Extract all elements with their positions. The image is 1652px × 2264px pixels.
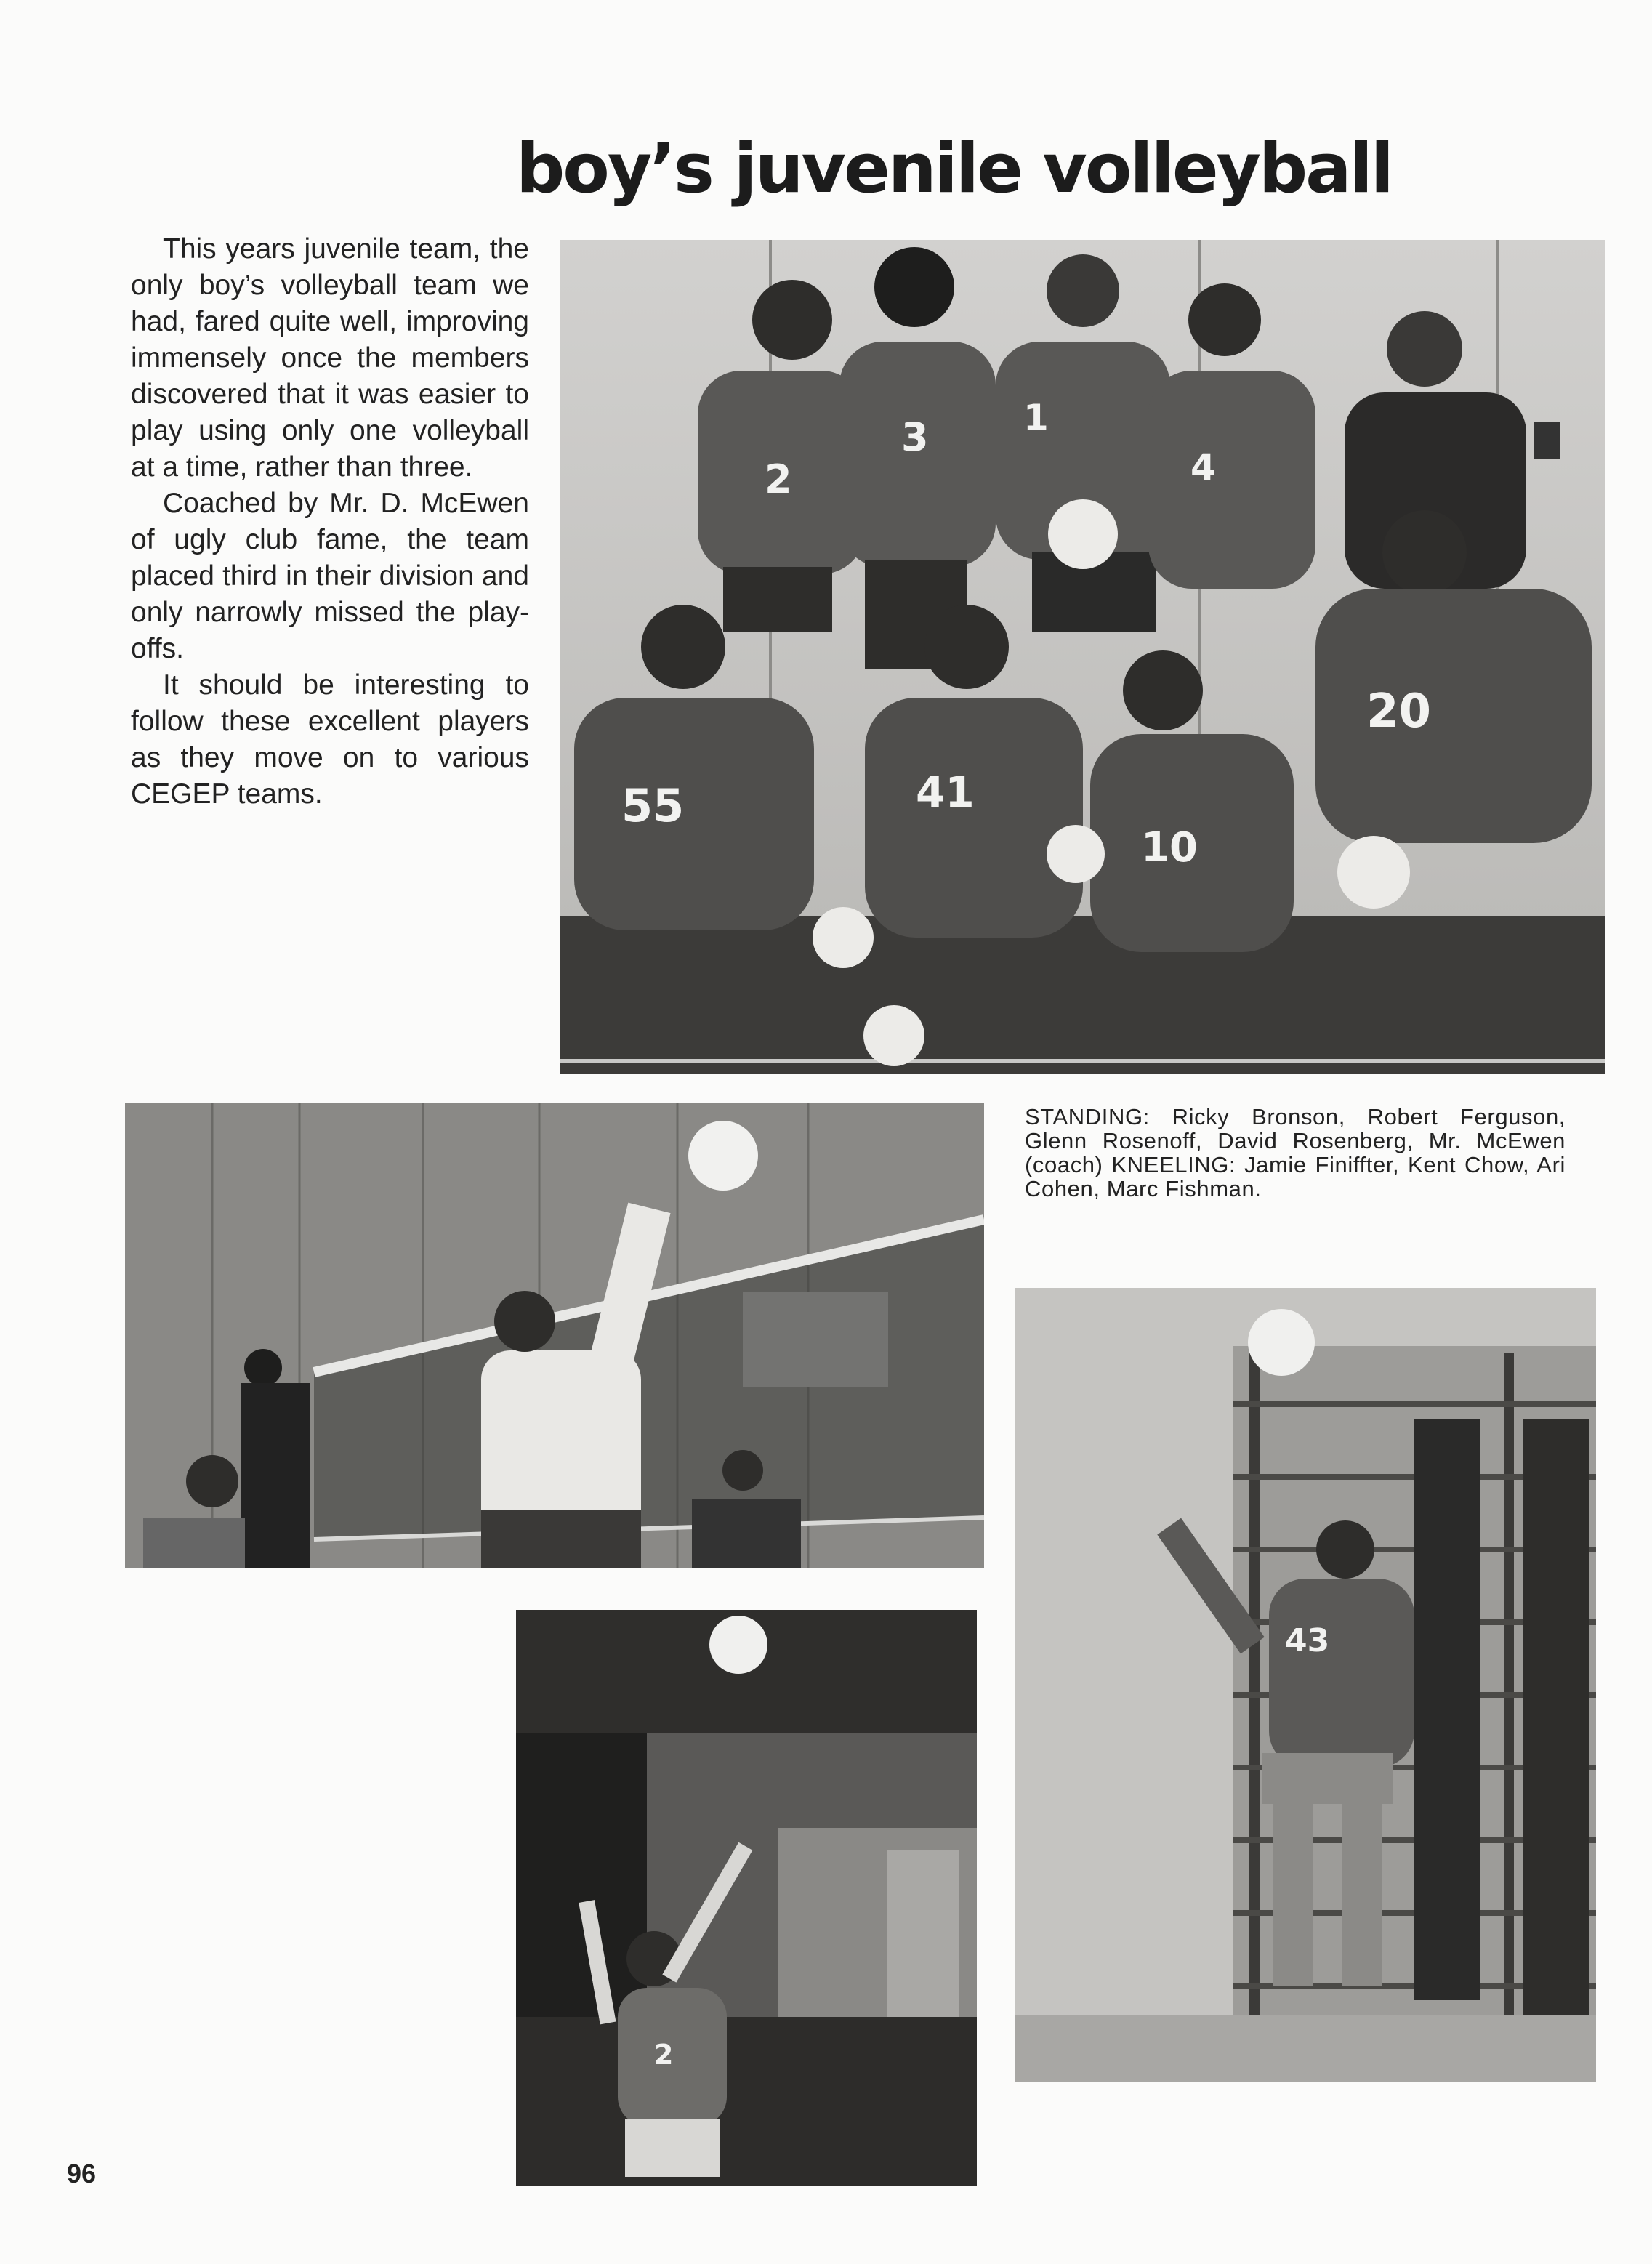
team-photo-caption xyxy=(1025,1105,1566,1201)
jersey-number-standing-1: 2 xyxy=(765,456,792,502)
jersey-number-kneeling-2: 41 xyxy=(916,768,975,817)
page-title: boy’s juvenile volleyball xyxy=(516,129,1393,209)
article-paragraph: It should be interesting to follow these excellent players as they move on to various CEGEP teams. xyxy=(131,669,529,810)
spike-photo xyxy=(1015,1288,1596,2082)
jersey-number-kneeling-4: 20 xyxy=(1366,685,1432,738)
jersey-number-serve-photo: 2 xyxy=(654,2039,674,2071)
net-action-photo xyxy=(125,1103,984,1568)
jersey-number-kneeling-1: 55 xyxy=(621,779,685,832)
jersey-number-standing-3: 1 xyxy=(1023,397,1049,439)
article-paragraph: This years juvenile team, the only boy’s volleyball team we had, fared quite well, improving immensely once the members discovered that it was easier to play using only one volleyball at a time, rather than three. xyxy=(131,233,529,483)
caption-kneeling: KNEELING: Jamie Finiffter, Kent Chow, Ari Cohen, Marc Fishman. xyxy=(1025,1152,1566,1201)
jersey-number-standing-4: 4 xyxy=(1190,446,1216,488)
serve-photo xyxy=(516,1610,977,2186)
article-paragraph: Coached by Mr. D. McEwen of ugly club fame, the team placed third in their division and only narrowly missed the play-offs. xyxy=(131,488,529,664)
caption-standing: STANDING: Ricky Bronson, Robert Ferguson, Glenn Rosenoff, David Rosenberg, Mr. McEwen (coach) xyxy=(1025,1104,1566,1177)
article-body xyxy=(131,231,529,813)
jersey-number-kneeling-3: 10 xyxy=(1141,824,1198,871)
jersey-number-standing-2: 3 xyxy=(901,414,929,460)
jersey-number-spike-photo: 43 xyxy=(1285,1622,1330,1659)
team-photo xyxy=(560,240,1605,1074)
page-number: 96 xyxy=(67,2159,97,2188)
